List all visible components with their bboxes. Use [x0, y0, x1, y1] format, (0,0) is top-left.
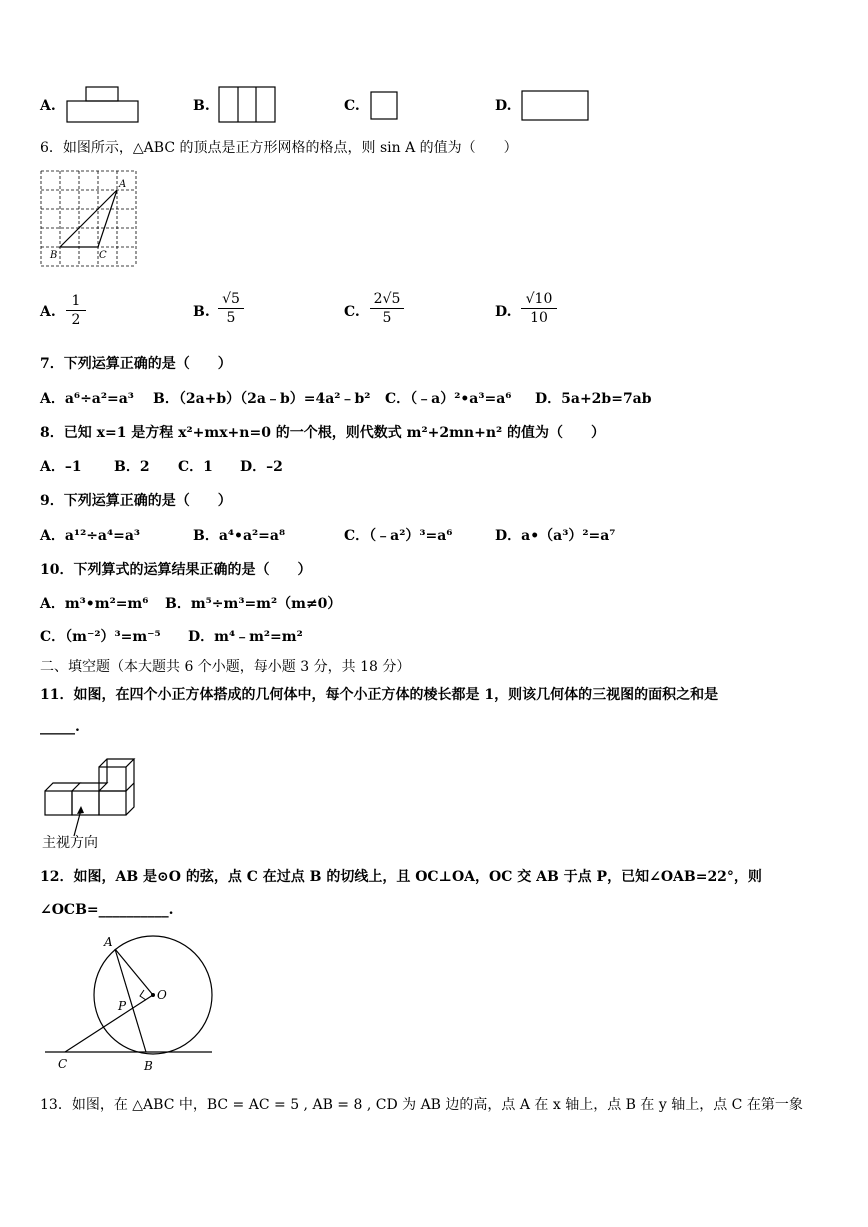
q12-stem: 12．如图，AB 是⊙O 的弦，点 C 在过点 B 的切线上，且 OC⊥OA，OC 交 AB 于点 P，已知∠OAB=22°，则	[40, 869, 762, 885]
q7-option-a: A．a⁶÷a²=a³	[40, 391, 134, 407]
q9-option-d: D．a•（a³）²=a⁷	[495, 528, 616, 544]
q6-label-a: A	[119, 179, 127, 190]
q7-stem: 7．下列运算正确的是（ ）	[40, 356, 232, 372]
q12-answer-line: ∠OCB=__________.	[40, 902, 174, 918]
q12-label-c: C	[58, 1057, 68, 1071]
q5-option-a-letter: A.	[40, 98, 56, 114]
q11-cubes-figure	[40, 750, 140, 850]
q12-label-o: O	[157, 988, 167, 1002]
q6-option-c-numerator: 2√5	[373, 291, 401, 307]
q7-option-b: B．（2a+b）（2a﹣b）=4a²﹣b²	[153, 391, 371, 407]
q8-option-d: D．–2	[240, 459, 283, 475]
q6-option-a-numerator: 1	[71, 293, 81, 309]
q6-option-b-letter: B.	[193, 304, 210, 320]
q5-option-b-letter: B.	[193, 98, 210, 114]
q12-circle-figure	[40, 932, 220, 1077]
q13-stem: 13．如图，在 △ABC 中，BC = AC = 5 , AB = 8 , CD 为 AB 边的高，点 A 在 x 轴上，点 B 在 y 轴上，点 C 在第一象	[40, 1097, 803, 1113]
q6-stem: 6．如图所示，△ABC 的顶点是正方形网格的格点，则 sin A 的值为（ ）	[40, 140, 518, 156]
q12-label-b: B	[144, 1059, 153, 1073]
q12-label-a: A	[104, 935, 113, 949]
q6-option-d-fraction	[521, 290, 557, 327]
q5-option-d-letter: D.	[495, 98, 512, 114]
wide-rectangle-outline-icon	[521, 90, 591, 122]
q11-figure-caption: 主视方向	[42, 835, 98, 851]
q9-stem: 9．下列运算正确的是（ ）	[40, 493, 232, 509]
q6-label-c: C	[99, 250, 107, 261]
q9-option-b: B．a⁴•a²=a⁸	[193, 528, 286, 544]
t-shaped-rectangle-outline-icon	[66, 86, 140, 124]
three-column-rectangle-icon	[218, 86, 278, 124]
q6-option-c-fraction	[370, 290, 404, 327]
q8-option-c: C．1	[178, 459, 213, 475]
q8-option-b: B．2	[114, 459, 150, 475]
q6-option-a-denominator: 2	[71, 312, 81, 328]
q6-option-c-letter: C.	[344, 304, 360, 320]
q6-label-b: B	[50, 250, 58, 261]
q5-option-c-letter: C.	[344, 98, 360, 114]
q6-option-d-letter: D.	[495, 304, 512, 320]
q6-option-b-numerator: √5	[222, 291, 240, 307]
q8-option-a: A．–1	[40, 459, 82, 475]
q6-option-a-fraction	[66, 292, 86, 329]
q7-option-c: C．（﹣a）²•a³=a⁶	[385, 391, 512, 407]
q11-answer-blank: _____.	[40, 719, 80, 735]
q8-stem: 8．已知 x=1 是方程 x²+mx+n=0 的一个根，则代数式 m²+2mn+n² 的值为（ ）	[40, 425, 606, 441]
q6-option-c-denominator: 5	[382, 310, 392, 326]
q6-option-a-letter: A.	[40, 304, 56, 320]
q10-stem: 10．下列算式的运算结果正确的是（ ）	[40, 562, 312, 578]
q10-option-b: B．m⁵÷m³=m²（m≠0）	[165, 596, 342, 612]
q7-option-d: D．5a+2b=7ab	[535, 391, 652, 407]
q6-grid-triangle-figure	[40, 170, 140, 270]
q6-option-b-denominator: 5	[226, 310, 236, 326]
q6-option-d-denominator: 10	[530, 310, 548, 326]
square-outline-icon	[370, 91, 400, 121]
q6-option-b-fraction	[218, 290, 244, 327]
q10-option-d: D．m⁴﹣m²=m²	[188, 629, 303, 645]
q10-option-a: A．m³•m²=m⁶	[40, 596, 149, 612]
q12-label-p: P	[118, 999, 127, 1013]
q11-stem: 11．如图，在四个小正方体搭成的几何体中，每个小正方体的棱长都是 1，则该几何体的三视图的面积之和是	[40, 687, 719, 703]
q9-option-c: C．（﹣a²）³=a⁶	[344, 528, 453, 544]
q9-option-a: A．a¹²÷a⁴=a³	[40, 528, 141, 544]
q10-option-c: C．（m⁻²）³=m⁻⁵	[40, 629, 161, 645]
section-2-heading: 二、填空题（本大题共 6 个小题，每小题 3 分，共 18 分）	[40, 659, 411, 675]
q6-option-d-numerator: √10	[525, 291, 553, 307]
